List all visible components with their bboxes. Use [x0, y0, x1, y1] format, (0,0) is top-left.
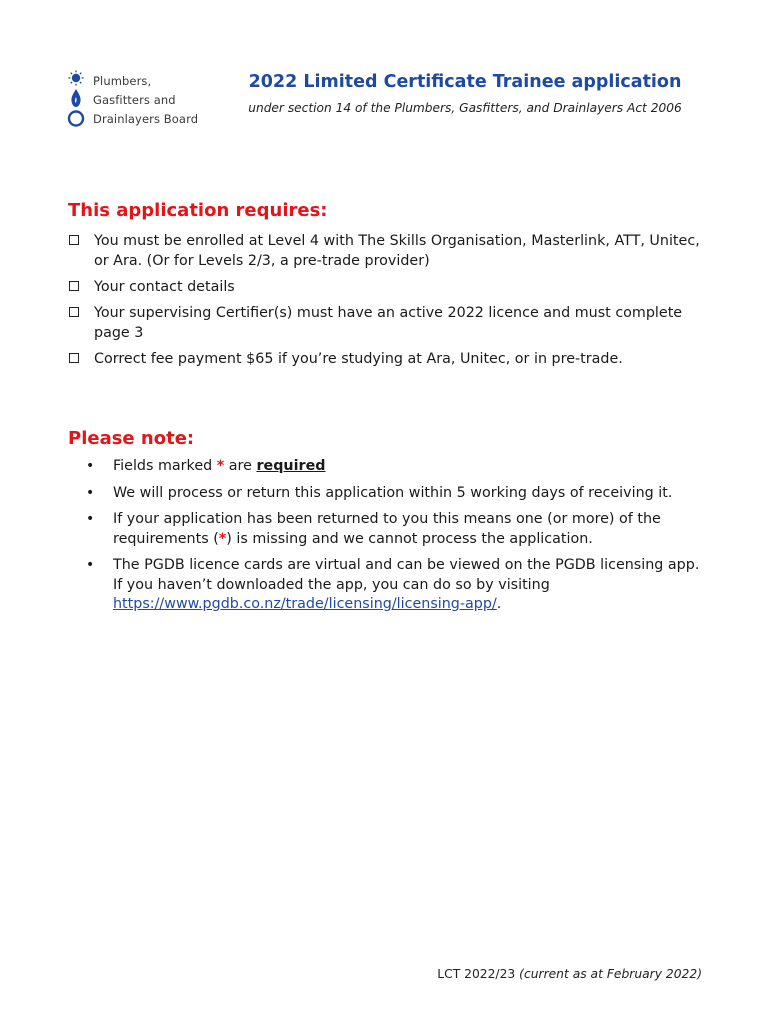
checklist-item-text: Your supervising Certifier(s) must have an active 2022 licence and must complete page 3 [94, 305, 683, 341]
checkbox[interactable] [69, 235, 79, 245]
logo-line-1: Plumbers, [93, 74, 152, 88]
required-star: * [216, 458, 225, 474]
checklist-item-text: Correct fee payment $65 if you’re studying at Ara, Unitec, or in pre-trade. [94, 351, 623, 367]
currency-note: (current as at February 2022) [519, 967, 702, 981]
logo-icon-stack [66, 70, 88, 128]
notes-list [86, 457, 708, 622]
note-item [86, 510, 708, 549]
sun-icon [69, 71, 84, 86]
bullet-icon: • [86, 458, 95, 474]
required-star: * [218, 530, 227, 547]
note-text: are [224, 458, 257, 474]
checklist-item [68, 231, 718, 271]
page-footer [420, 967, 702, 981]
checklist-item [68, 277, 718, 297]
document-subtitle: under section 14 of the Plumbers, Gasfitters, and Drainlayers Act 2006 [248, 101, 682, 115]
form-code: LCT 2022/23 [437, 967, 516, 981]
document-title: 2022 Limited Certificate Trainee application [248, 72, 682, 92]
logo-line-2: Gasfitters and [93, 93, 176, 107]
checklist-item [68, 349, 718, 369]
note-text: We will process or return this application within 5 working days of receiving it. [113, 484, 673, 501]
checklist-item [68, 303, 718, 343]
checkbox[interactable] [69, 307, 79, 317]
note-text: . [496, 596, 502, 612]
note-item [86, 457, 708, 477]
bullet-icon: • [86, 484, 95, 501]
note-text: The PGDB licence cards are virtual and can be viewed on the PGDB licensing app. If you haven’t downloaded the app, you can do so by visiting [113, 557, 700, 593]
logo-wordmark [93, 72, 198, 129]
checkbox[interactable] [69, 281, 79, 291]
pgdb-logo [66, 70, 199, 128]
ring-icon [69, 112, 83, 126]
licensing-app-link[interactable]: https://www.pgdb.co.nz/trade/licensing/licensing-app/ [113, 596, 497, 612]
checklist-item-text: You must be enrolled at Level 4 with The Skills Organisation, Masterlink, ATT, Unitec, or Ara. (Or for Levels 2/3, a pre-trade provider) [94, 233, 700, 269]
logo-line-3: Drainlayers Board [93, 112, 199, 126]
note-item [86, 556, 708, 615]
checklist-item-text: Your contact details [94, 279, 235, 295]
bullet-icon: • [86, 511, 95, 527]
required-word: required [256, 458, 326, 474]
bullet-icon: • [86, 557, 95, 573]
notes-heading: Please note: [68, 428, 195, 449]
note-text: Fields marked [113, 458, 217, 474]
note-text: ) is missing and we cannot process the application. [226, 530, 593, 547]
requirements-heading: This application requires: [68, 200, 328, 221]
checkbox[interactable] [69, 353, 79, 363]
note-text: If your application has been returned to you this means one (or more) of the requirements ( [113, 511, 661, 547]
note-item [86, 484, 708, 504]
flame-icon [71, 89, 80, 107]
requirements-checklist [68, 231, 718, 375]
